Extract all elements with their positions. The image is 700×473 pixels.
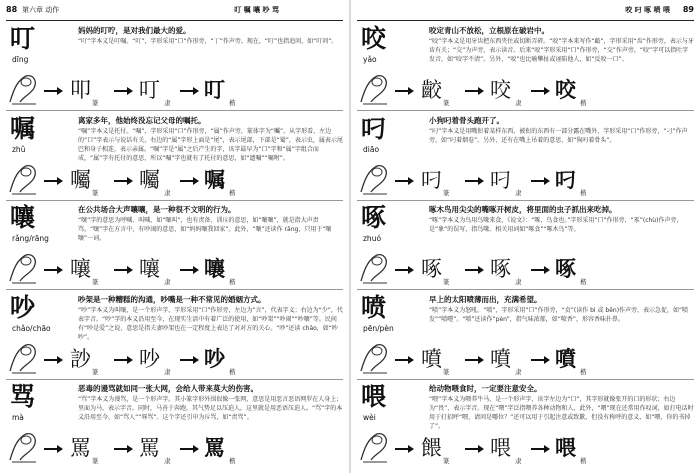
entry-illustration [355,247,395,287]
glyph-evolution [395,77,692,107]
entry-example-sentence: 吵架是一种糟糕的沟通，吵嘴是一种不常见的婚姻方式。 [78,294,266,304]
entry-example-sentence: 在公共场合大声嚷嚷，是一种很不文明的行为。 [78,205,236,214]
entry-example-sentence: 给动物喂食时，一定要注意安全。 [429,384,542,393]
glyph-form: 訬 [70,346,91,371]
script-style-label: 篆 [443,99,450,107]
script-style-label: 隶 [515,457,522,465]
arrow-right-icon [531,265,551,275]
character-entry [0,112,349,201]
glyph-form: 囑 [139,167,160,192]
entry-pinyin: wèi [363,413,376,422]
entry-explanation: “啄”字本义为鸟用鸟喙来食，《说文》：“啄，鸟食也。”字形采用“口”作形旁，“豖”(chù)作声旁，是“象”的误写，指鸟喙。相关用词如“啄食”“啄木鸟”等。 [429,217,683,233]
arrow-right-icon [180,444,200,454]
arrow-right-icon [44,265,64,275]
entry-example-sentence: 早上的太阳喷薄而出，充满希望。 [429,294,542,304]
script-style-label: 隶 [164,188,171,197]
script-style-label: 楷 [229,367,236,376]
script-style-label: 楷 [580,188,587,197]
arrow-right-icon [465,86,485,96]
entry-illustration [4,247,44,287]
arrow-right-icon [395,176,415,186]
character-entry [351,22,700,111]
entry-explanation: “叼”字本义是用嘴衔着某样东西，被衔的东西有一部分露在嘴外，字形采用“口”作形旁，“刁”作声旁，如“叼着烟卷”。另外，还有在嘴上吊着的意思，如“狗叼着骨头”。 [429,127,688,144]
character-entry [351,112,700,201]
entry-illustration [4,68,44,108]
page-number: 89 [682,5,694,14]
entry-example-sentence: 啄木鸟用尖尖的嘴啄开树皮，将里面的虫子抓出来吃掉。 [429,205,617,214]
arrow-right-icon [465,176,485,186]
entry-character: 喂 [361,382,387,411]
entry-illustration [355,337,395,377]
script-style-label: 篆 [92,457,99,465]
right-page [351,0,700,473]
entry-pinyin: dīng [12,55,29,64]
page-number: 88 [6,5,18,14]
glyph-form: 罵 [70,436,91,460]
entry-example-sentence: 离家多年，他始终没忘记父母的嘱托。 [78,115,206,125]
entry-character: 叮 [10,24,36,53]
entry-explanation: “喷”字本义为怒吼。“喷”，字形采用“口”作形旁，“贲”(读作 bì 或 bēn)作声旁，表示急促，如“喷发”“喷嚏”。“喷”还读作“pèn”，指气味浓郁，如“喷香”，形容香味扑鼻。 [429,306,689,323]
script-style-label: 隶 [164,99,171,107]
arrow-right-icon [531,444,551,454]
arrow-right-icon [44,176,64,186]
script-style-label: 隶 [164,367,171,376]
arrow-right-icon [465,265,485,275]
script-style-label: 篆 [92,278,99,286]
entry-character: 啄 [361,203,387,232]
left-page [0,0,349,473]
arrow-right-icon [531,86,551,96]
script-style-label: 篆 [92,99,99,107]
arrow-right-icon [465,444,485,454]
script-style-label: 隶 [164,457,171,465]
arrow-right-icon [180,265,200,275]
script-style-label: 楷 [229,278,236,286]
entry-character: 嚷 [10,203,36,232]
entry-explanation: “吵”字本义为叫嚷，是一个形声字，字形采用“口”作形旁，左边为“言”，代表字义；右边为“少”，代表字音。“吵”字的本义沿用至今，在现实生活中有着广泛的使用，如“吵架”“吵闹”“吵嚷”等。民间有“吵是爱”之说，意思是指夫妻吵架也在一定程度上表达了对对方的关心。“吵”还读 chāo，如“吵吵”。 [78,306,343,341]
script-style-label: 楷 [229,457,236,465]
script-style-label: 隶 [164,278,171,286]
entry-example-sentence: 咬定青山不放松，立根原在破岩中。 [429,26,549,35]
glyph-form: 噴 [421,346,442,371]
entry-pinyin: rǎng/rāng [12,234,49,243]
arrow-right-icon [395,355,415,365]
arrow-right-icon [114,444,134,454]
entry-explanation: “嚷”字的意思为呼喊、叫喊，如“嚷叫”，也有责备、训斥的意思，如“嚷嚷”，就是指大声责骂。“嚷”字在方言中，有吵闹的意思，如“妈妈嚷我回家”。此外，“嚷”还读作 rāng，只用于“嚷嚷”一词。 [78,217,332,242]
script-style-label: 篆 [92,367,99,376]
character-entry [0,291,349,380]
character-entry [0,22,349,111]
glyph-form: 齩 [421,78,442,102]
arrow-right-icon [114,355,134,365]
entry-example-sentence: 妈妈的叮咛，是对我们最大的爱。 [78,26,191,35]
glyph-evolution [395,256,692,286]
character-entry [0,201,349,290]
entry-character: 叼 [361,113,387,143]
glyph-evolution [44,167,341,197]
arrow-right-icon [395,86,415,96]
glyph-form: 叮 [139,78,160,102]
glyph-form: 嚷 [204,256,225,281]
glyph-form: 咬 [555,77,576,102]
arrow-right-icon [180,86,200,96]
glyph-form: 吵 [139,346,160,371]
entry-pinyin: mà [12,413,24,422]
page-header [351,2,700,18]
glyph-form: 喂 [490,436,511,460]
entry-character: 嘱 [10,113,36,143]
arrow-right-icon [395,265,415,275]
glyph-evolution [44,435,341,465]
arrow-right-icon [114,176,134,186]
glyph-evolution [395,167,692,197]
entry-explanation: “骂”字本义为谩骂，是一个形声字。其小篆字形外围很像一张网，意思是用恶言恶语网罗在人身上；里面为马，表示字音。同时，马善于奔跑，其气势足以压迫人，这里就是用恶语压迫人。“骂”字的本义沿用至今，如“骂人”“辱骂”。这个字还引申为斥骂，如“责骂”。 [78,396,343,421]
character-entry [351,380,700,469]
page-header [0,2,349,18]
arrow-right-icon [114,265,134,275]
script-style-label: 隶 [515,188,522,197]
script-style-label: 隶 [515,278,522,286]
script-style-label: 楷 [580,278,587,286]
entry-illustration [4,158,44,198]
entry-character: 骂 [10,382,36,411]
character-entry [351,291,700,380]
entry-illustration [355,158,395,198]
entry-character: 咬 [361,24,387,53]
script-style-label: 楷 [229,99,236,107]
script-style-label: 楷 [580,457,587,465]
glyph-form: 咬 [490,78,511,102]
entry-pinyin: zhǔ [12,144,26,154]
entry-example-sentence: 小狗叼着骨头跑开了。 [429,115,504,125]
entry-explanation: “嘱”字本义是托付。“嘱”，字形采用“口”作形旁，“属”作声旁，篆体字为“囑”，从字形看，左边的“口”字表示与说话有关，右边的“属”字形上面是“尾”，表示尾部，下部是“蜀”，表示虫，属表示尾巴和身子相连，表示亲属。“嘱”字是“属”之后产生的字，该字最早为“口”字和“属”字组合而成，“属”字有托付的意思，所以“嘱”字也就有了托付的意思，如“遗嘱”“嘱咐”。 [78,127,343,162]
entry-example-sentence: 恶毒的谩骂就如同一张大网，会给人带来莫大的伤害。 [78,384,258,393]
arrow-right-icon [531,355,551,365]
header-topic: 叮 嘱 嚷 吵 骂 [234,6,279,14]
header-topic: 咬 叼 啄 喷 喂 [625,6,670,14]
glyph-form: 噴 [555,345,576,371]
glyph-evolution [44,77,341,107]
script-style-label: 篆 [443,457,450,465]
glyph-form: 餵 [421,436,442,460]
character-entry [351,201,700,290]
script-style-label: 篆 [443,367,450,376]
header-rule [357,20,694,21]
arrow-right-icon [180,355,200,365]
glyph-form: 嚷 [70,257,91,281]
glyph-form: 嘱 [204,166,225,192]
header-rule [6,20,343,21]
entry-illustration [4,337,44,377]
arrow-right-icon [114,86,134,96]
script-style-label: 隶 [515,99,522,107]
arrow-right-icon [44,355,64,365]
chapter-title: 第六章 动作 [22,6,60,14]
arrow-right-icon [44,86,64,96]
script-style-label: 篆 [443,188,450,197]
entry-explanation: “叮”字本义是叮嘱。“叮”，字形采用“口”作形旁，“丁”作声旁。现在，“叮”也指追问，如“叮问”。 [78,38,338,45]
script-style-label: 隶 [515,367,522,376]
entry-pinyin: zhuó [363,234,382,243]
script-style-label: 篆 [92,188,99,197]
glyph-form: 囑 [70,167,91,192]
glyph-form: 叼 [555,166,576,192]
glyph-evolution [44,346,341,376]
script-style-label: 楷 [580,367,587,376]
glyph-form: 啄 [555,256,576,281]
glyph-form: 噴 [490,346,511,371]
glyph-form: 叮 [204,77,225,102]
entry-illustration [4,426,44,466]
glyph-form: 吵 [204,345,225,371]
entry-character: 喷 [361,292,387,322]
entry-pinyin: chǎo/chāo [12,323,51,333]
entry-pinyin: diāo [363,144,380,154]
glyph-evolution [44,256,341,286]
glyph-form: 嚷 [139,257,160,281]
glyph-evolution [395,346,692,376]
entry-character: 吵 [10,292,36,322]
arrow-right-icon [180,176,200,186]
character-entry [0,380,349,469]
glyph-evolution [395,435,692,465]
arrow-right-icon [531,176,551,186]
script-style-label: 楷 [580,99,587,107]
entry-pinyin: yǎo [363,55,377,64]
glyph-form: 罵 [139,436,160,460]
script-style-label: 篆 [443,278,450,286]
entry-pinyin: pēn/pèn [363,323,394,333]
entry-illustration [355,426,395,466]
glyph-form: 啄 [421,257,442,281]
entry-illustration [355,68,395,108]
arrow-right-icon [44,444,64,454]
script-style-label: 楷 [229,188,236,197]
entry-explanation: “咬”字本义是用牙齿把东西夹住或切断弄碎。“咬”字本来写作“齩”，字形采用“齿”作形旁，表示与牙齿有关；“交”为声旁，表示读音。后来“咬”字形采用“口”作形旁，“交”作声旁，“咬”字可以指吐字发音，如“咬字不清”。另外，“咬”也比喻攀扯或诬陷他人，如“反咬一口”。 [429,38,694,63]
arrow-right-icon [465,355,485,365]
glyph-form: 叼 [490,167,511,192]
glyph-form: 罵 [204,435,225,460]
entry-explanation: “喂”字本义为喂养牛马，是一个形声字，该字左边为“口”，其字形就像张开的口的形状；右边为“畏”，表示字音。现在“喂”字泛指喂养各种动物和人，此外，“喂”现在还常用作叹词，如打电话时用于打招呼“喂，请问是哪位？”还可以用于引起注意或致歉，但没有称呼的意义，如“喂，你的书掉了”。 [429,396,694,430]
glyph-form: 叩 [70,78,91,102]
glyph-form: 啄 [490,257,511,281]
arrow-right-icon [395,444,415,454]
glyph-form: 喂 [555,435,576,460]
glyph-form: 叼 [421,167,442,192]
